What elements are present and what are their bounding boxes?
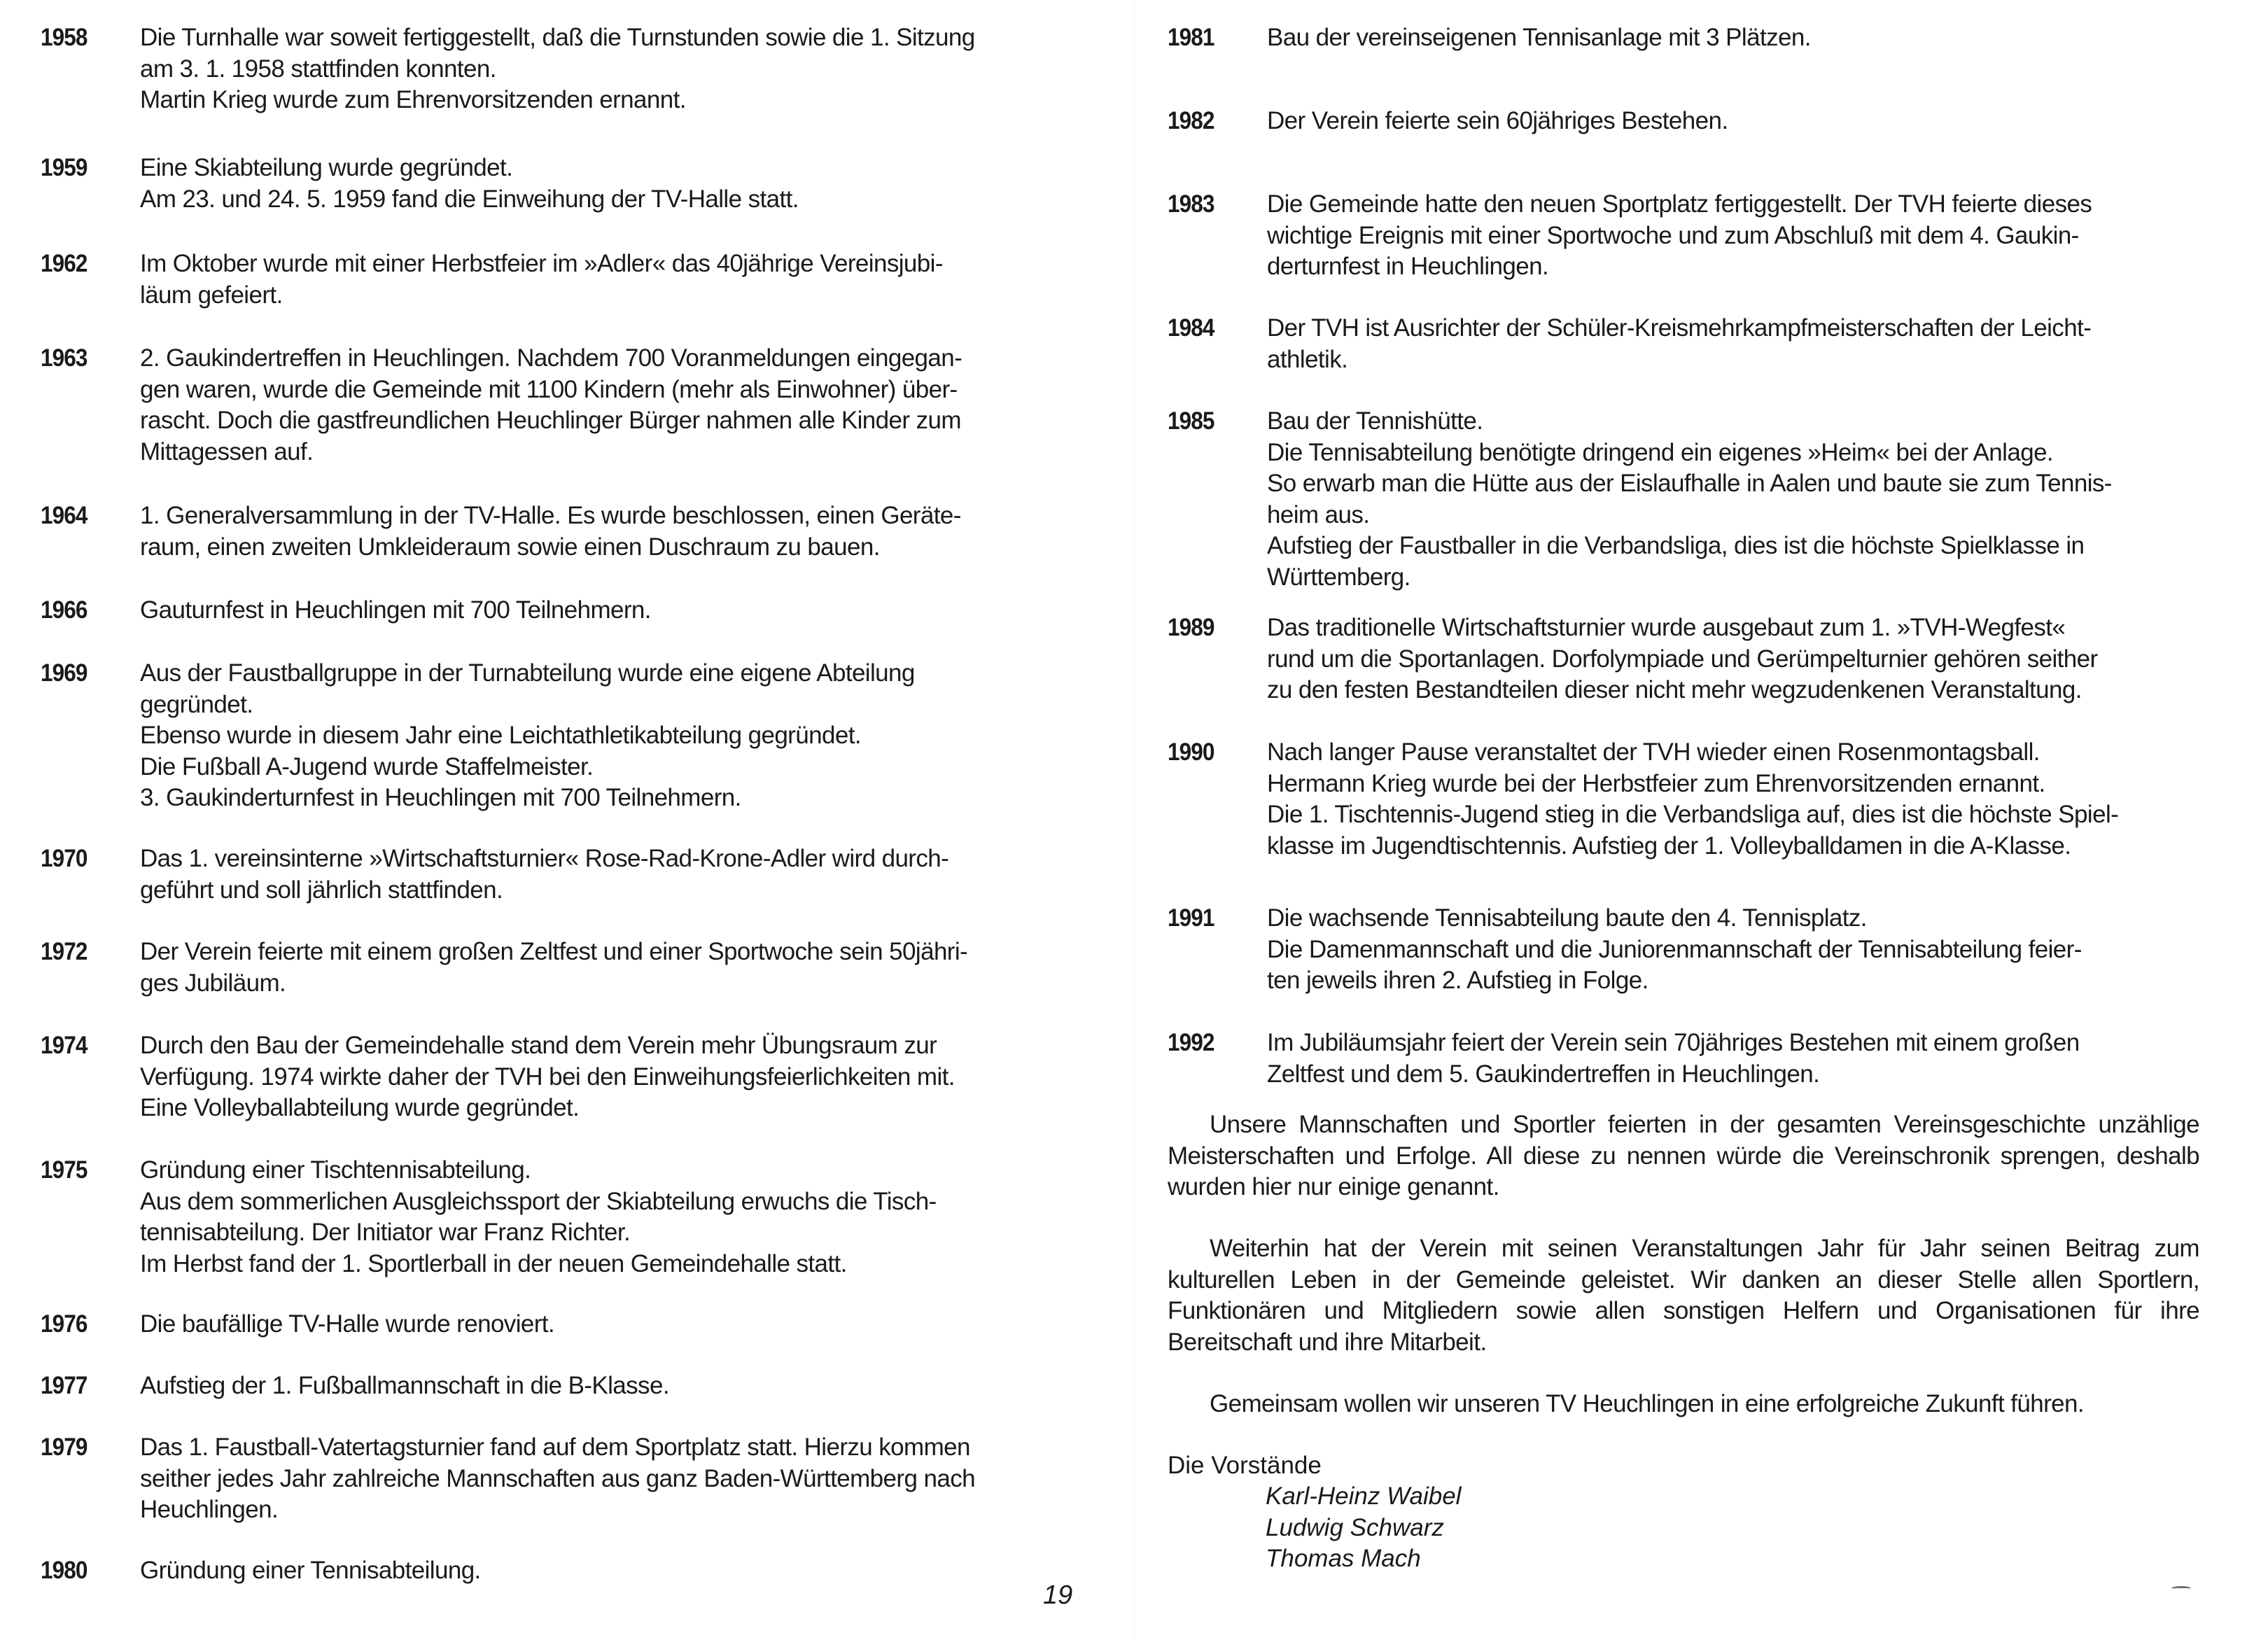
entry-text-line: wichtige Ereignis mit einer Sportwoche und zum Abschluß mit dem 4. Gaukin- bbox=[1267, 221, 2079, 249]
closing-paragraph-3: Gemeinsam wollen wir unseren TV Heuchlingen in eine erfolgreiche Zukunft führen. bbox=[1210, 1390, 2084, 1417]
entry-text bbox=[140, 595, 1075, 626]
entry-text-line: Aus der Faustballgruppe in der Turnabteilung wurde eine eigene Abteilung bbox=[140, 659, 915, 687]
entry-text bbox=[140, 22, 1075, 116]
entry-text-line: Eine Skiabteilung wurde gegründet. bbox=[140, 154, 513, 181]
entry-text-line: läum gefeiert. bbox=[140, 281, 283, 309]
entry-text bbox=[140, 1555, 1075, 1587]
entry-text-line: Aus dem sommerlichen Ausgleichssport der Skiabteilung erwuchs die Tisch- bbox=[140, 1187, 937, 1215]
entry-year: 1990 bbox=[1168, 738, 1214, 766]
entry-text bbox=[1267, 22, 2199, 54]
entry-year: 1976 bbox=[41, 1310, 88, 1338]
entry-text-line: geführt und soll jährlich stattfinden. bbox=[140, 876, 503, 904]
timeline-entry bbox=[41, 500, 1075, 563]
closing-paragraph-1: Unsere Mannschaften und Sportler feierten in der gesamten Vereinsgeschichte unzählige Meisterschaften und Erfolge. All diese zu nennen würde die Vereinschronik sprengen, deshalb wurden hier nur einige genannt. bbox=[1168, 1111, 2199, 1201]
entry-text bbox=[1267, 189, 2199, 283]
timeline-entry bbox=[41, 248, 1075, 311]
entry-text bbox=[140, 658, 1075, 814]
entry-text-line: Im Herbst fand der 1. Sportlerball in der neuen Gemeindehalle statt. bbox=[140, 1249, 847, 1277]
entry-text-line: Die wachsende Tennisabteilung baute den 4. Tennisplatz. bbox=[1267, 904, 1867, 932]
entry-year: 1959 bbox=[41, 154, 88, 181]
entry-text bbox=[140, 500, 1075, 563]
timeline-entry bbox=[1168, 106, 2199, 137]
entry-year: 1977 bbox=[41, 1372, 88, 1399]
entry-text-line: seither jedes Jahr zahlreiche Mannschaften aus ganz Baden-Württemberg nach bbox=[140, 1464, 975, 1492]
entry-text-line: So erwarb man die Hütte aus der Eislaufhalle in Aalen und baute sie zum Tennis- bbox=[1267, 470, 2112, 498]
timeline-entry bbox=[41, 658, 1075, 814]
entry-text bbox=[140, 343, 1075, 468]
entry-text bbox=[1267, 106, 2199, 137]
entry-text-line: Mittagessen auf. bbox=[140, 437, 314, 465]
page-spine bbox=[1134, 0, 1135, 1640]
timeline-entry bbox=[41, 1155, 1075, 1280]
entry-text bbox=[140, 843, 1075, 906]
entry-text-line: gegründet. bbox=[140, 690, 253, 718]
entry-text-line: Ebenso wurde in diesem Jahr eine Leichtathletikabteilung gegründet. bbox=[140, 722, 861, 750]
entry-text-line: Gründung einer Tennisabteilung. bbox=[140, 1557, 481, 1584]
entry-text-line: rascht. Doch die gastfreundlichen Heuchlinger Bürger nahmen alle Kinder zum bbox=[140, 407, 961, 435]
timeline-entry bbox=[41, 937, 1075, 999]
entry-text-line: Martin Krieg wurde zum Ehrenvorsitzenden ernannt. bbox=[140, 86, 686, 114]
cropped-page-number-mark bbox=[2171, 1586, 2191, 1591]
entry-year: 1966 bbox=[41, 596, 88, 624]
signature-title: Die Vorstände bbox=[1168, 1452, 1322, 1479]
entry-text-line: derturnfest in Heuchlingen. bbox=[1267, 253, 1549, 281]
entry-text-line: 2. Gaukindertreffen in Heuchlingen. Nachdem 700 Voranmeldungen eingegan- bbox=[140, 344, 962, 372]
entry-text bbox=[140, 248, 1075, 311]
entry-text-line: Die baufällige TV-Halle wurde renoviert. bbox=[140, 1310, 555, 1338]
entry-text-line: Das traditionelle Wirtschaftsturnier wurde ausgebaut zum 1. »TVH-Wegfest« bbox=[1267, 614, 2066, 641]
entry-text bbox=[140, 1030, 1075, 1124]
entry-text-line: Württemberg. bbox=[1267, 563, 1410, 591]
entry-text-line: rund um die Sportanlagen. Dorfolympiade und Gerümpelturnier gehören seither bbox=[1267, 645, 2098, 673]
entry-text-line: Eine Volleyballabteilung wurde gegründet. bbox=[140, 1094, 580, 1122]
entry-year: 1958 bbox=[41, 24, 88, 51]
timeline-entry bbox=[41, 1030, 1075, 1124]
entry-text-line: 3. Gaukinderturnfest in Heuchlingen mit 700 Teilnehmern. bbox=[140, 784, 741, 812]
entry-text-line: Gauturnfest in Heuchlingen mit 700 Teilnehmern. bbox=[140, 596, 651, 624]
entry-text-line: Das 1. Faustball-Vatertagsturnier fand auf dem Sportplatz statt. Hierzu kommen bbox=[140, 1434, 970, 1461]
entry-text bbox=[140, 1155, 1075, 1280]
entry-year: 1975 bbox=[41, 1156, 88, 1184]
signature-name: Thomas Mach bbox=[1266, 1545, 1421, 1572]
entry-text-line: Durch den Bau der Gemeindehalle stand dem Verein mehr Übungsraum zur bbox=[140, 1032, 937, 1059]
entry-text-line: Am 23. und 24. 5. 1959 fand die Einweihung der TV-Halle statt. bbox=[140, 185, 799, 213]
entry-text bbox=[1267, 612, 2199, 706]
entry-year: 1989 bbox=[1168, 614, 1214, 641]
entry-text-line: gen waren, wurde die Gemeinde mit 1100 Kindern (mehr als Einwohner) über- bbox=[140, 375, 958, 403]
entry-year: 1963 bbox=[41, 344, 88, 372]
timeline-entry bbox=[41, 843, 1075, 906]
entry-year: 1981 bbox=[1168, 24, 1214, 51]
entry-text-line: Zeltfest und dem 5. Gaukindertreffen in Heuchlingen. bbox=[1267, 1060, 1820, 1088]
page-number: 19 bbox=[1043, 1581, 1073, 1610]
timeline-entry bbox=[41, 153, 1075, 215]
entry-year: 1992 bbox=[1168, 1029, 1214, 1056]
entry-year: 1991 bbox=[1168, 904, 1214, 932]
timeline-entry bbox=[1168, 612, 2199, 706]
entry-text-line: Nach langer Pause veranstaltet der TVH wieder einen Rosenmontagsball. bbox=[1267, 738, 2040, 766]
entry-text bbox=[1267, 1028, 2199, 1090]
entry-text-line: Heuchlingen. bbox=[140, 1496, 279, 1524]
timeline-entry bbox=[1168, 313, 2199, 375]
entry-year: 1984 bbox=[1168, 314, 1214, 342]
timeline-entry bbox=[41, 1371, 1075, 1402]
entry-text bbox=[1267, 406, 2199, 594]
entry-text-line: Die Tennisabteilung benötigte dringend ein eigenes »Heim« bei der Anlage. bbox=[1267, 438, 2054, 466]
entry-year: 1964 bbox=[41, 502, 88, 529]
timeline-entry bbox=[1168, 406, 2199, 594]
entry-text-line: Die Gemeinde hatte den neuen Sportplatz fertiggestellt. Der TVH feierte dieses bbox=[1267, 190, 2092, 218]
timeline-entry bbox=[41, 595, 1075, 626]
entry-text-line: Gründung einer Tischtennisabteilung. bbox=[140, 1156, 531, 1184]
closing-paragraph-2: Weiterhin hat der Verein mit seinen Veranstaltungen Jahr für Jahr seinen Beitrag zum kulturellen Leben in der Gemeinde geleistet. Wir danken an dieser Stelle allen Sportlern, Funktionären und Mitgliedern sowie allen sonstigen Helfern und Organisationen für ihre Bereitschaft und ihre Mitarbeit. bbox=[1168, 1235, 2199, 1356]
entry-text bbox=[140, 937, 1075, 999]
entry-text-line: ten jeweils ihren 2. Aufstieg in Folge. bbox=[1267, 967, 1648, 995]
entry-text-line: 1. Generalversammlung in der TV-Halle. Es wurde beschlossen, einen Geräte- bbox=[140, 502, 961, 529]
entry-year: 1982 bbox=[1168, 107, 1214, 134]
entry-text-line: Verfügung. 1974 wirkte daher der TVH bei den Einweihungsfeierlichkeiten mit. bbox=[140, 1063, 955, 1091]
entry-year: 1980 bbox=[41, 1557, 88, 1584]
entry-text-line: Die Fußball A-Jugend wurde Staffelmeister. bbox=[140, 752, 594, 780]
entry-year: 1979 bbox=[41, 1434, 88, 1461]
entry-text bbox=[1267, 903, 2199, 997]
entry-text-line: Im Oktober wurde mit einer Herbstfeier im »Adler« das 40jährige Vereinsjubi- bbox=[140, 250, 943, 277]
entry-year: 1972 bbox=[41, 938, 88, 965]
timeline-entry bbox=[41, 22, 1075, 116]
entry-year: 1970 bbox=[41, 845, 88, 872]
entry-text-line: heim aus. bbox=[1267, 500, 1370, 528]
entry-text bbox=[1267, 313, 2199, 375]
entry-text-line: Die 1. Tischtennis-Jugend stieg in die Verbandsliga auf, dies ist die höchste Spiel- bbox=[1267, 801, 2119, 829]
entry-text bbox=[1267, 737, 2199, 862]
entry-text-line: ges Jubiläum. bbox=[140, 969, 286, 997]
timeline-entry bbox=[41, 1432, 1075, 1526]
entry-text-line: am 3. 1. 1958 stattfinden konnten. bbox=[140, 55, 496, 83]
entry-text-line: Aufstieg der Faustballer in die Verbandsliga, dies ist die höchste Spielklasse in bbox=[1267, 532, 2085, 560]
entry-text-line: athletik. bbox=[1267, 345, 1348, 373]
entry-text-line: Die Damenmannschaft und die Juniorenmannschaft der Tennisabteilung feier- bbox=[1267, 935, 2082, 963]
entry-text-line: Bau der vereinseigenen Tennisanlage mit 3 Plätzen. bbox=[1267, 24, 1811, 51]
entry-text-line: Aufstieg der 1. Fußballmannschaft in die B-Klasse. bbox=[140, 1372, 669, 1399]
entry-text-line: Der TVH ist Ausrichter der Schüler-Kreismehrkampfmeisterschaften der Leicht- bbox=[1267, 314, 2092, 342]
entry-text-line: Der Verein feierte sein 60jähriges Bestehen. bbox=[1267, 107, 1728, 134]
entry-text-line: Bau der Tennishütte. bbox=[1267, 407, 1483, 435]
entry-text-line: klasse im Jugendtischtennis. Aufstieg der 1. Volleyballdamen in die A-Klasse. bbox=[1267, 832, 2071, 860]
entry-text-line: tennisabteilung. Der Initiator war Franz Richter. bbox=[140, 1219, 631, 1247]
timeline-entry bbox=[1168, 189, 2199, 283]
entry-year: 1969 bbox=[41, 659, 88, 687]
timeline-entry bbox=[1168, 22, 2199, 54]
entry-text-line: Das 1. vereinsinterne »Wirtschaftsturnier« Rose-Rad-Krone-Adler wird durch- bbox=[140, 845, 949, 872]
entry-year: 1983 bbox=[1168, 190, 1214, 218]
timeline-entry bbox=[1168, 903, 2199, 997]
timeline-entry bbox=[41, 1309, 1075, 1340]
entry-year: 1962 bbox=[41, 250, 88, 277]
entry-text bbox=[140, 1371, 1075, 1402]
entry-text bbox=[140, 1432, 1075, 1526]
entry-text-line: Der Verein feierte mit einem großen Zeltfest und einer Sportwoche sein 50jähri- bbox=[140, 938, 968, 965]
entry-year: 1974 bbox=[41, 1032, 88, 1059]
timeline-entry bbox=[41, 1555, 1075, 1587]
entry-text-line: Im Jubiläumsjahr feiert der Verein sein 70jähriges Bestehen mit einem großen bbox=[1267, 1029, 2080, 1056]
entry-text-line: Die Turnhalle war soweit fertiggestellt, daß die Turnstunden sowie die 1. Sitzung bbox=[140, 24, 975, 51]
entry-year: 1985 bbox=[1168, 407, 1214, 435]
entry-text-line: raum, einen zweiten Umkleideraum sowie einen Duschraum zu bauen. bbox=[140, 533, 880, 561]
entry-text-line: zu den festen Bestandteilen dieser nicht mehr wegzudenkenen Veranstaltung. bbox=[1267, 676, 2082, 704]
timeline-entry bbox=[1168, 1028, 2199, 1090]
timeline-entry bbox=[41, 343, 1075, 468]
signature-name: Ludwig Schwarz bbox=[1266, 1514, 1444, 1541]
entry-text bbox=[140, 1309, 1075, 1340]
entry-text-line: Hermann Krieg wurde bei der Herbstfeier zum Ehrenvorsitzenden ernannt. bbox=[1267, 769, 2045, 797]
timeline-entry bbox=[1168, 737, 2199, 862]
entry-text bbox=[140, 153, 1075, 215]
signature-name: Karl-Heinz Waibel bbox=[1266, 1483, 1462, 1510]
